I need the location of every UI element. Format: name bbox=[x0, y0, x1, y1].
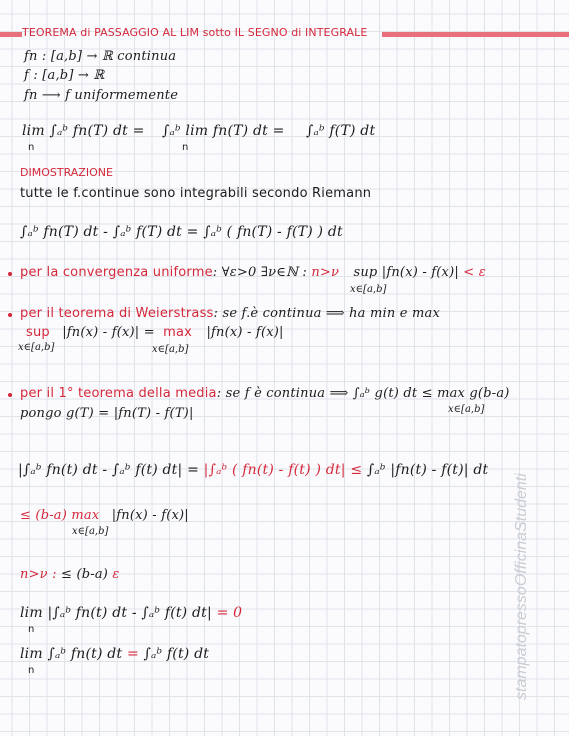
bullet-3-line-2: pongo g(T) = |fn(T) - f(T)| bbox=[20, 406, 194, 421]
ineq-part-2: |∫ₐᵇ ( fn(t) - f(t) ) dt| bbox=[203, 462, 346, 478]
bullet-2-text: : se f.è continua ⟹ ha min e max bbox=[213, 306, 440, 321]
bound-red: ≤ (b-a) max bbox=[20, 508, 100, 523]
main-formula-left: lim ∫ₐᵇ fn(T) dt = bbox=[22, 123, 145, 139]
watermark: stampatopressoOfficinaStudenti bbox=[513, 473, 530, 700]
conclusion-line-3 bbox=[20, 647, 209, 661]
conclusion-eq: = bbox=[126, 646, 139, 662]
main-formula-sub-n: n bbox=[28, 142, 35, 153]
bullet-3-text: : se f è continua ⟹ ∫ₐᵇ g(t) dt ≤ max g(b-a) bbox=[216, 386, 510, 401]
bullet-2-expr-2: |fn(x) - f(x)| bbox=[206, 325, 284, 340]
bullet-2-sub-1: x∈[a,b] bbox=[18, 342, 55, 353]
ineq-leq: ≤ bbox=[350, 462, 363, 478]
hypothesis-3: fn ⟶ f uniformemente bbox=[24, 88, 179, 103]
conclusion-sub-n-2: n bbox=[28, 665, 35, 676]
bullet-1-sub: x∈[a,b] bbox=[350, 284, 387, 295]
bullet-dot bbox=[8, 313, 12, 317]
bullet-2-sup: sup bbox=[26, 325, 50, 340]
conclusion-integral: ∫ₐᵇ f(t) dt bbox=[143, 646, 210, 662]
bullet-3-line bbox=[20, 387, 510, 400]
bullet-1-label: per la convergenza uniforme bbox=[20, 265, 213, 280]
conclusion-cond: n>ν : bbox=[20, 567, 57, 582]
hypothesis-2: f : [a,b] → ℝ bbox=[24, 68, 105, 83]
title-underline-left bbox=[0, 32, 22, 37]
bullet-2-sub-2: x∈[a,b] bbox=[152, 344, 189, 355]
hypothesis-1: fn : [a,b] → ℝ continua bbox=[24, 49, 177, 64]
inequality-line bbox=[18, 463, 488, 477]
ineq-part-1: |∫ₐᵇ fn(t) dt - ∫ₐᵇ f(t) dt| = bbox=[18, 462, 199, 478]
conclusion-sub-n: n bbox=[28, 624, 35, 635]
bullet-2-line-2 bbox=[26, 326, 284, 339]
main-formula-right: ∫ₐᵇ f(T) dt bbox=[306, 123, 376, 139]
conclusion-limit-abs: lim |∫ₐᵇ fn(t) dt - ∫ₐᵇ f(t) dt| bbox=[20, 605, 212, 621]
conclusion-eps: ε bbox=[112, 567, 120, 582]
theorem-title: TEOREMA di PASSAGGIO AL LIM sotto IL SEGNO di INTEGRALE bbox=[22, 26, 368, 39]
conclusion-line-2 bbox=[20, 606, 242, 620]
bound-sub: x∈[a,b] bbox=[72, 526, 109, 537]
bullet-3-sub: x∈[a,b] bbox=[448, 404, 485, 415]
bullet-2-line bbox=[20, 307, 440, 320]
proof-line-2: ∫ₐᵇ fn(T) dt - ∫ₐᵇ f(T) dt = ∫ₐᵇ ( fn(T) - f(T) ) dt bbox=[20, 224, 343, 240]
title-underline-right bbox=[382, 32, 569, 37]
bound-line bbox=[20, 509, 189, 522]
conclusion-line-1 bbox=[20, 568, 120, 581]
bullet-dot bbox=[8, 393, 12, 397]
bound-black: |fn(x) - f(x)| bbox=[111, 508, 189, 523]
bullet-2-max: max bbox=[163, 325, 193, 340]
proof-line-1: tutte le f.continue sono integrabili secondo Riemann bbox=[20, 186, 372, 201]
conclusion-limit: lim ∫ₐᵇ fn(t) dt bbox=[20, 646, 123, 662]
bullet-1-line bbox=[20, 266, 486, 279]
bullet-1-formula: sup |fn(x) - f(x)| bbox=[353, 265, 459, 280]
bullet-2-label: per il teorema di Weierstrass bbox=[20, 306, 214, 321]
main-formula-sub-n-2: n bbox=[182, 142, 189, 153]
proof-heading: DIMOSTRAZIONE bbox=[20, 166, 113, 179]
conclusion-bound: ≤ (b-a) bbox=[61, 567, 109, 582]
bullet-2-expr: |fn(x) - f(x)| = bbox=[62, 325, 155, 340]
bullet-1-n-cond: n>ν bbox=[311, 265, 340, 280]
bullet-3-label: per il 1° teorema della media bbox=[20, 386, 217, 401]
main-formula-middle: ∫ₐᵇ lim fn(T) dt = bbox=[162, 123, 285, 139]
bullet-1-formula-tail: < ε bbox=[463, 265, 486, 280]
bullet-1-text: : ∀ε>0 ∃ν∈ℕ : bbox=[212, 265, 307, 280]
ineq-part-4: ∫ₐᵇ |fn(t) - f(t)| dt bbox=[366, 462, 489, 478]
conclusion-zero: = 0 bbox=[216, 605, 243, 621]
bullet-dot bbox=[8, 272, 12, 276]
